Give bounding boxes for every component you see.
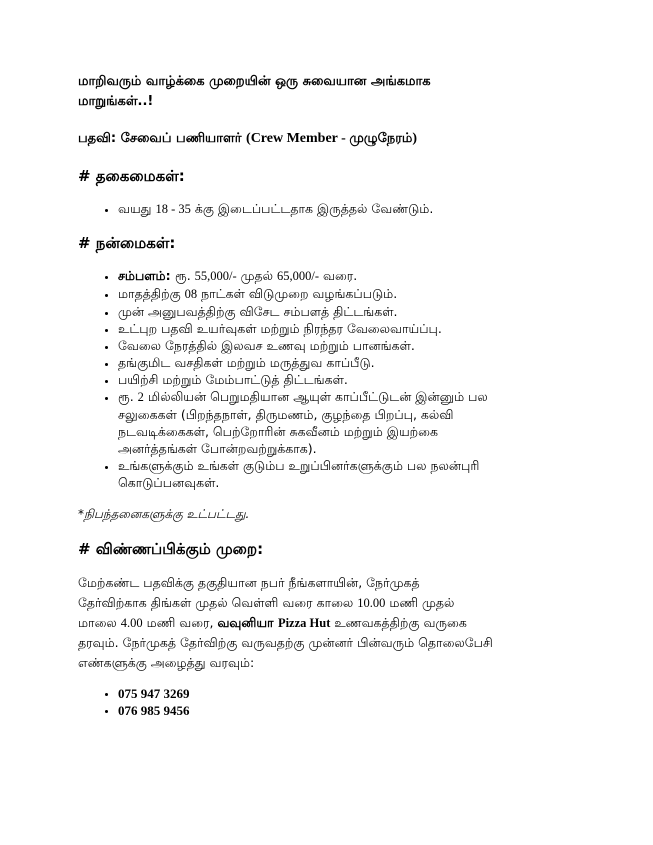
list-item: • உட்புற பதவி உயர்வுகள் மற்றும் நிரந்தர வேலைவாய்ப்பு.	[118, 320, 578, 337]
intro-tagline	[78, 72, 578, 112]
qualifications-heading: # தகைமைகள்:	[78, 167, 185, 185]
position-close: )	[412, 131, 418, 146]
benefits-list	[78, 267, 578, 491]
qualifications-list	[78, 200, 578, 218]
list-item: • வேலை நேரத்தில் இலவச உணவு மற்றும் பானங்கள்.	[118, 337, 578, 354]
terms-note: *நிபந்தனைகளுக்கு உட்பட்டது.	[78, 507, 250, 521]
phone-list	[78, 685, 578, 719]
position-title	[78, 130, 578, 148]
job-posting	[78, 72, 578, 719]
list-item: • முன் அனுபவத்திற்கு விசேட சம்பளத் திட்டங்கள்.	[118, 303, 578, 320]
apply-heading: # விண்ணப்பிக்கும் முறை:	[78, 540, 264, 558]
list-item: • தங்குமிட வசதிகள் மற்றும் மருத்துவ காப்பீடு.	[118, 354, 578, 371]
intro-line-1: மாறிவரும் வாழ்க்கை முறையின் ஒரு சுவையான அங்கமாக	[78, 74, 431, 89]
list-item-salary: • சம்பளம்: ரூ. 55,000/- முதல் 65,000/- வரை.	[118, 267, 578, 285]
phone-number[interactable]: • 076 985 9456	[118, 702, 578, 719]
position-label: பதவி: சேவைப் பணியாளர்	[78, 131, 247, 146]
list-item: • மாதத்திற்கு 08 நாட்கள் விடுமுறை வழங்கப்படும்.	[118, 285, 578, 303]
location-name: வவுனியா Pizza Hut	[217, 615, 331, 630]
position-en: (Crew Member -	[246, 131, 350, 146]
phone-number[interactable]: • 075 947 3269	[118, 685, 578, 702]
list-item: • வயது 18 - 35 க்கு இடைப்பட்டதாக இருத்தல் வேண்டும்.	[118, 200, 578, 218]
benefits-heading: # நன்மைகள்:	[78, 234, 176, 252]
salary-label: சம்பளம்:	[118, 268, 175, 283]
intro-line-2: மாறுங்கள்..!	[78, 94, 154, 109]
apply-instructions: மேற்கண்ட பதவிக்கு தகுதியான நபர் நீங்களாயின், நேர்முகத் தேர்விற்காக திங்கள் முதல் வெள்ளி வரை காலை 10.00 மணி முதல் மாலை 4.00 மணி வரை, வவுனியா Pizza Hut உணவகத்திற்கு வருகை தரவும். நேர்முகத் தேர்விற்கு வருவதற்கு முன்னர் பின்வரும் தொலைபேசி எண்களுக்கு அழைத்து வரவும்:	[78, 575, 493, 670]
list-item: • உங்களுக்கும் உங்கள் குடும்ப உறுப்பினர்களுக்கும் பல நலன்புரி கொடுப்பனவுகள்.	[118, 457, 578, 491]
position-type: முழுநேரம்	[349, 131, 413, 146]
list-item: • ரூ. 2 மில்லியன் பெறுமதியான ஆயுள் காப்பீட்டுடன் இன்னும் பல சலுகைகள் (பிறந்தநாள், திருமணம், குழந்தை பிறப்பு, கல்வி நடவடிக்கைகள், பெற்றோரின் சுகவீனம் மற்றும் இயற்கை அனர்த்தங்கள் போன்றவற்றுக்காக).	[118, 388, 578, 457]
list-item: • பயிற்சி மற்றும் மேம்பாட்டுத் திட்டங்கள்.	[118, 371, 578, 388]
